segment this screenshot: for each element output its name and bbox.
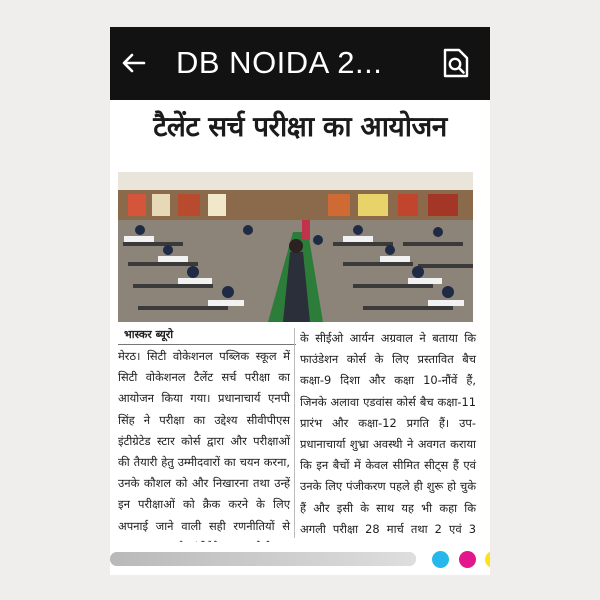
article-column-1: मेरठ। सिटी वोकेशनल पब्लिक स्कूल में सिटी वोकेशनल टैलेंट सर्च परीक्षा का आयोजन किया गया। प्रधानाचार्य एनपी सिंह ने परीक्षा का उद्देश्य सीवीपीएस इंटीग्रेटेड स्टार कोर्स द्वारा और परीक्षाओं की तैयारी हेतु उम्मीदवारों का चयन करना, उनके कौशल को और निखारना तथा उन्हें इन परीक्षाओं को क्रैक करने के लिए अपनाई जाने वाली सही रणनीतियों से bbox=[118, 349, 290, 533]
exam-hall-photo bbox=[118, 172, 473, 322]
back-button[interactable] bbox=[112, 41, 156, 85]
page-title: DB NOIDA 2... bbox=[176, 45, 383, 80]
article-column-2: के सीईओ आर्यन अग्रवाल ने बताया कि फाउंडेशन कोर्स के लिए प्रस्तावित बैच कक्षा-9 दिशा और कक्षा 10-नौंवें हैं, जिनके अलावा एडवांस कोर्स बैच कक्षा-11 प्रारंभ और कक्षा-12 प्रगति हैं। उप-प्रधानाचार्या शुभ्रा अवस्थी ने अवगत कराया कि इन बैचों में केवल सीमित सीट्स हैं एवं उनके लिए पंजीकरण पहले ही शुरू हो चुके हैं और इसी के साथ यह भी कहा कि अगली परीक्षा 28 मार्च तथा 2 एवं 3 bbox=[300, 331, 476, 536]
search-page-icon bbox=[441, 47, 471, 79]
bottom-bar bbox=[110, 542, 490, 575]
back-arrow-icon bbox=[120, 49, 148, 77]
epaper-viewer bbox=[110, 27, 490, 575]
news-clipping[interactable] bbox=[110, 100, 490, 542]
top-app-bar bbox=[110, 27, 490, 100]
cyan-registration-dot bbox=[432, 551, 449, 568]
search-page-button[interactable] bbox=[434, 41, 478, 85]
magenta-registration-dot bbox=[459, 551, 476, 568]
article-headline: टैलेंट सर्च परीक्षा का आयोजन bbox=[153, 110, 447, 143]
scrollbar-thumb[interactable] bbox=[110, 552, 416, 566]
bureau-byline: भास्कर ब्यूरो bbox=[118, 328, 296, 345]
column-divider bbox=[294, 328, 295, 538]
article-photo[interactable] bbox=[118, 172, 473, 322]
horizontal-scrollbar[interactable] bbox=[110, 552, 416, 566]
yellow-registration-dot bbox=[485, 551, 490, 568]
